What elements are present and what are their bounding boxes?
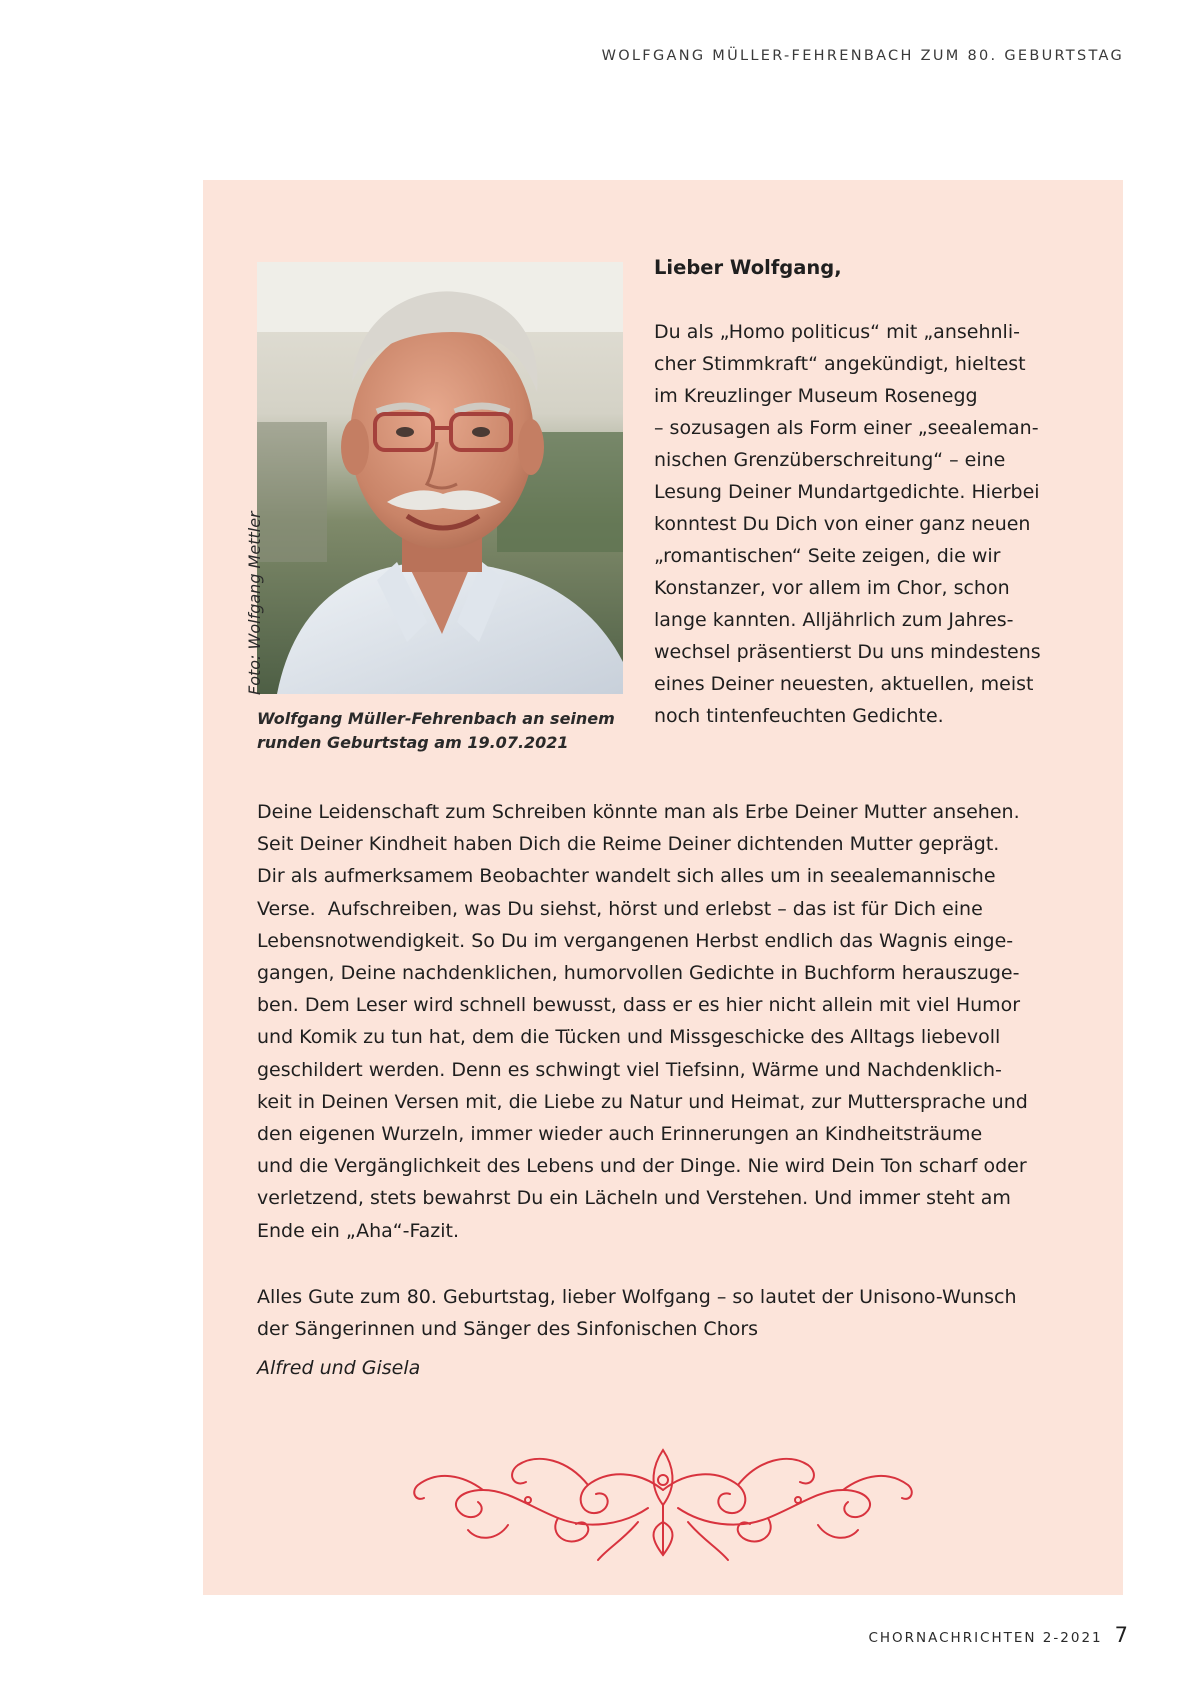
- text-line: Konstanzer, vor allem im Chor, schon: [654, 577, 1010, 599]
- text-line: Ende ein „Aha“-Fazit.: [257, 1219, 460, 1242]
- letter-intro-column: [654, 316, 1094, 732]
- text-line: gangen, Deine nachdenklichen, humorvollen Gedichte in Buchform herauszuge-: [257, 962, 1020, 985]
- text-line: Dir als aufmerksamem Beobachter wandelt sich alles um in seealemannische: [257, 865, 996, 888]
- text-line: Deine Leidenschaft zum Schreiben könnte man als Erbe Deiner Mutter ansehen.: [257, 801, 1020, 823]
- birthday-wish: [257, 1281, 1097, 1345]
- page-footer: [868, 1623, 1128, 1647]
- decorative-ornament: [408, 1430, 918, 1570]
- photo-credit: Foto: Wolfgang Mettler: [245, 511, 264, 695]
- text-line: geschildert werden. Denn es schwingt viel Tiefsinn, Wärme und Nachdenklich-: [257, 1058, 1002, 1081]
- text-line: ben. Dem Leser wird schnell bewusst, dass er es hier nicht allein mit viel Humor: [257, 994, 1021, 1017]
- letter-greeting: Lieber Wolfgang,: [654, 256, 842, 279]
- text-line: noch tintenfeuchten Gedichte.: [654, 705, 944, 727]
- text-line: „romantischen“ Seite zeigen, die wir: [654, 545, 1001, 567]
- text-line: wechsel präsentierst Du uns mindestens: [654, 641, 1041, 663]
- letter-body: [257, 796, 1097, 1247]
- text-line: Du als „Homo politicus“ mit „ansehnli-: [654, 321, 1020, 343]
- text-line: keit in Deinen Versen mit, die Liebe zu Natur und Heimat, zur Muttersprache und: [257, 1090, 1028, 1113]
- text-line: Lebensnotwendigkeit. So Du im vergangenen Herbst endlich das Wagnis einge-: [257, 929, 1014, 952]
- magazine-title: CHORNACHRICHTEN 2-2021: [868, 1630, 1103, 1646]
- photo-caption: [257, 707, 637, 755]
- text-line: Verse. Aufschreiben, was Du siehst, hörst und erlebst – das ist für Dich eine: [257, 897, 983, 920]
- text-line: und die Vergänglichkeit des Lebens und der Dinge. Nie wird Dein Ton scharf oder: [257, 1155, 1027, 1178]
- text-line: lange kannten. Alljährlich zum Jahres-: [654, 609, 1014, 631]
- text-line: konntest Du Dich von einer ganz neuen: [654, 513, 1031, 535]
- text-line: – sozusagen als Form einer „seealeman-: [654, 417, 1039, 439]
- birthday-letter-panel: [203, 180, 1123, 1595]
- text-line: im Kreuzlinger Museum Rosenegg: [654, 385, 978, 407]
- text-line: Seit Deiner Kindheit haben Dich die Reime Deiner dichtenden Mutter geprägt.: [257, 833, 1000, 856]
- text-line: nischen Grenzüberschreitung“ – eine: [654, 449, 1006, 471]
- text-line: verletzend, stets bewahrst Du ein Lächeln und Verstehen. Und immer steht am: [257, 1187, 1011, 1210]
- page-number: 7: [1114, 1623, 1128, 1647]
- text-line: und Komik zu tun hat, dem die Tücken und Missgeschicke des Alltags liebevoll: [257, 1026, 1001, 1049]
- text-line: eines Deiner neuesten, aktuellen, meist: [654, 673, 1034, 695]
- letter-signature: Alfred und Gisela: [257, 1357, 421, 1379]
- text-line: der Sängerinnen und Sänger des Sinfonischen Chors: [257, 1318, 759, 1340]
- portrait-photo: [257, 262, 623, 694]
- text-line: den eigenen Wurzeln, immer wieder auch Erinnerungen an Kindheitsträume: [257, 1123, 983, 1146]
- running-head: WOLFGANG MÜLLER-FEHRENBACH ZUM 80. GEBURTSTAG: [601, 48, 1124, 64]
- text-line: Lesung Deiner Mundartgedichte. Hierbei: [654, 481, 1040, 503]
- text-line: Alles Gute zum 80. Geburtstag, lieber Wolfgang – so lautet der Unisono-Wunsch: [257, 1286, 1017, 1308]
- caption-line: Wolfgang Müller-Fehrenbach an seinem: [257, 709, 615, 728]
- caption-line: runden Geburtstag am 19.07.2021: [257, 733, 569, 752]
- text-line: cher Stimmkraft“ angekündigt, hieltest: [654, 353, 1026, 375]
